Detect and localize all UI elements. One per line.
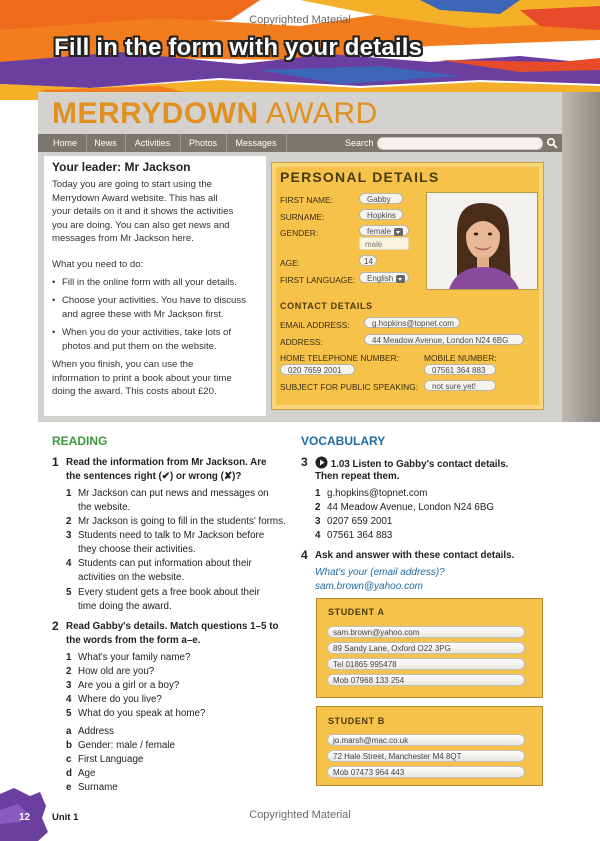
student-b-title: STUDENT B xyxy=(328,716,385,726)
intro-line: Today you are going to start using the xyxy=(52,179,212,190)
first-language-select[interactable] xyxy=(359,272,409,283)
todo-bullet: • When you do your activities, take lots of xyxy=(52,326,231,340)
age-label: AGE: xyxy=(280,258,301,268)
speaking-field[interactable]: not sure yet! xyxy=(424,380,496,391)
question-number: 2 xyxy=(52,619,59,633)
student-b-address: 72 Hale Street, Manchester M4 8QT xyxy=(327,750,525,762)
student-a-tel: Tel 01865 995478 xyxy=(327,658,525,670)
todo-bullet-cont: and agree these with Mr Jackson first. xyxy=(62,308,224,320)
list-item: 5 What do you speak at home? xyxy=(66,708,206,719)
student-a-address: 89 Sandy Lane, Oxford O22 3PG xyxy=(327,642,525,654)
search-input[interactable] xyxy=(377,137,543,150)
nav-messages[interactable]: Messages xyxy=(226,134,287,152)
intro-line: your details on it and it shows the activities xyxy=(52,206,234,217)
example-answer: sam.brown@yahoo.com xyxy=(315,581,423,592)
list-item-cont: activities on the website. xyxy=(78,572,185,583)
student-a-email: sam.brown@yahoo.com xyxy=(327,626,525,638)
nav-activities[interactable]: Activities xyxy=(125,134,181,152)
age-field[interactable]: 14 xyxy=(359,255,377,266)
student-b-mob: Mob 07473 964 443 xyxy=(327,766,525,778)
todo-bullet: • Fill in the online form with all your details. xyxy=(52,276,237,290)
audio-play-icon[interactable] xyxy=(315,456,328,469)
student-a-mob: Mob 07968 133 254 xyxy=(327,674,525,686)
gender-label: GENDER: xyxy=(280,228,319,238)
search-icon[interactable] xyxy=(546,137,558,149)
question-number: 3 xyxy=(301,455,308,469)
unit-label: Unit 1 xyxy=(52,812,79,823)
list-item: 3 Are you a girl or a boy? xyxy=(66,680,180,691)
email-label: EMAIL ADDRESS: xyxy=(280,320,350,330)
contact-details-title: CONTACT DETAILS xyxy=(280,301,373,311)
list-item-cont: they choose their activities. xyxy=(78,544,196,555)
nav-photos[interactable]: Photos xyxy=(180,134,227,152)
intro-line: Merrydown Award website. This has all xyxy=(52,192,218,204)
student-b-email: jo.marsh@mac.co.uk xyxy=(327,734,525,746)
list-item: 3 0207 659 2001 xyxy=(315,516,393,527)
question-number: 1 xyxy=(52,455,59,469)
track-number: 1.03 xyxy=(330,459,350,470)
chevron-down-icon[interactable] xyxy=(396,275,405,283)
first-name-field[interactable]: Gabby xyxy=(359,193,403,204)
nav-home[interactable]: Home xyxy=(44,134,87,152)
list-item: 5 Every student gets a free book about their xyxy=(66,587,260,598)
student-a-title: STUDENT A xyxy=(328,607,385,617)
closing-line: When you finish, you can use the xyxy=(52,359,194,370)
home-tel-field[interactable]: 020 7659 2001 xyxy=(280,364,355,375)
address-field[interactable]: 44 Meadow Avenue, London N24 6BG xyxy=(364,334,524,345)
todo-title: What you need to do: xyxy=(52,259,144,270)
brand-bold: MERRYDOWN xyxy=(52,97,259,130)
address-label: ADDRESS: xyxy=(280,337,323,347)
q3-line1: Listen to Gabby's contact details. xyxy=(352,459,509,470)
leader-title: Your leader: Mr Jackson xyxy=(52,160,191,174)
speaking-label: SUBJECT FOR PUBLIC SPEAKING: xyxy=(280,382,419,392)
todo-bullet: • Choose your activities. You have to discuss xyxy=(52,294,246,308)
reading-title: READING xyxy=(52,434,108,448)
list-item: 2 Mr Jackson is going to fill in the students' forms. xyxy=(66,516,286,527)
home-tel-label: HOME TELEPHONE NUMBER: xyxy=(280,353,399,363)
student-photo-illustration xyxy=(427,193,537,289)
first-language-label: FIRST LANGUAGE: xyxy=(280,275,356,285)
intro-line: messages from Mr Jackson here. xyxy=(52,233,194,244)
gender-value: female xyxy=(367,227,392,236)
language-value: English xyxy=(367,274,394,283)
option-item: a Address xyxy=(66,726,114,737)
list-item: 1 g.hopkins@topnet.com xyxy=(315,488,428,499)
question-text: Read Gabby's details. Match questions 1–5 to xyxy=(66,621,279,632)
question-text: Read the information from Mr Jackson. Are xyxy=(66,457,267,468)
student-photo xyxy=(426,192,538,290)
question-number: 4 xyxy=(301,548,308,562)
list-item: 2 How old are you? xyxy=(66,666,155,677)
watermark-bottom: Copyrighted Material xyxy=(249,809,351,821)
vocabulary-title: VOCABULARY xyxy=(301,434,386,448)
list-item: 1 What's your family name? xyxy=(66,652,191,663)
option-item: e Surname xyxy=(66,782,118,793)
list-item-cont: time doing the award. xyxy=(78,601,172,612)
website-edge-decoration xyxy=(562,92,600,422)
watermark-top: Copyrighted Material xyxy=(249,14,351,26)
list-item: 1 Mr Jackson can put news and messages on xyxy=(66,488,269,499)
nav-news[interactable]: News xyxy=(86,134,126,152)
gender-select[interactable] xyxy=(359,225,409,236)
list-item-cont: the website. xyxy=(78,502,131,513)
mobile-label: MOBILE NUMBER: xyxy=(424,353,497,363)
site-brand xyxy=(52,97,378,131)
question-text: the sentences right (✔) or wrong (✘)? xyxy=(66,471,242,482)
question-text: Ask and answer with these contact details. xyxy=(315,550,515,561)
list-item: 2 44 Meadow Avenue, London N24 6BG xyxy=(315,502,495,513)
question-text: Then repeat them. xyxy=(315,471,400,482)
surname-field[interactable]: Hopkins xyxy=(359,209,403,220)
todo-bullet-cont: photos and put them on the website. xyxy=(62,340,217,352)
list-item: 3 Students need to talk to Mr Jackson before xyxy=(66,530,265,541)
question-text: the words from the form a–e. xyxy=(66,635,201,646)
option-item: c First Language xyxy=(66,754,144,765)
search-label: Search xyxy=(345,138,374,148)
mobile-field[interactable]: 07561 364 883 xyxy=(424,364,496,375)
option-item: d Age xyxy=(66,768,96,779)
first-name-label: FIRST NAME: xyxy=(280,195,333,205)
page-number: 12 xyxy=(19,812,31,823)
gender-option-male[interactable]: male xyxy=(359,237,409,250)
closing-line: information to print a book about your time xyxy=(52,372,232,384)
intro-line: you are doing. You can also get news and xyxy=(52,219,230,231)
email-field[interactable]: g.hopkins@topnet.com xyxy=(364,317,460,328)
personal-details-title: PERSONAL DETAILS xyxy=(280,169,440,185)
list-item: 4 Students can put information about their xyxy=(66,558,252,569)
option-item: b Gender: male / female xyxy=(66,740,175,751)
page-heading: Fill in the form with your details xyxy=(54,34,423,61)
list-item: 4 07561 364 883 xyxy=(315,530,393,541)
list-item: 4 Where do you live? xyxy=(66,694,162,705)
surname-label: SURNAME: xyxy=(280,212,325,222)
closing-line: doing the award. This costs about £20. xyxy=(52,386,217,397)
example-question: What's your (email address)? xyxy=(315,567,445,578)
brand-light: AWARD xyxy=(258,97,378,130)
chevron-down-icon[interactable] xyxy=(394,228,403,236)
